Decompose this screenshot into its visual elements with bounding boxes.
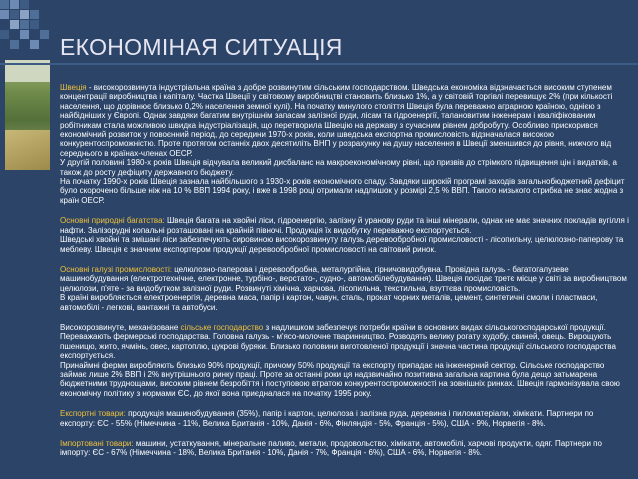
spacer	[60, 428, 630, 439]
spacer	[60, 254, 630, 265]
exports-text: продукція машинобудування (35%), папір і картон, целюлоза і залізна руда, деревина і пиломатеріали, хімікати. Партнери по експорту: ЄС - 55% (Німеччина - 11%, Велика Британія - 10%, Данія - 6%, Фінляндія - 5%, Франція - 5%), США - 9%, Норвегія - 8%.	[60, 409, 594, 428]
resources-text: Швеція багата на хвойні ліси, гідроенергію, залізну й уранову руди та інші мінерали, однак не має значних покладів вугілля і нафти. Залізорудні копальні розташовані на крайній півночі. Продукція їх видобутку переважно експортується.	[60, 216, 629, 235]
spacer	[60, 205, 630, 216]
resources-paragraph	[60, 216, 630, 235]
industry-lead: Основні галузі промисловості:	[60, 264, 172, 274]
intro-text: - високорозвинута індустріальна країна з добре розвинутим сільським господарством. Шведська економіка відзначається високим ступенем концентрації виробництва і капіталу. Частка Швеції у світовому виробництві становить близько 1%, а у світовій торгівлі перевищує 2% (при кількості населення, що дорівнює близько 0,2% населення земної кулі). На початку минулого століття Швеція була переважно аграрною країною, однією з найбідніших у Європі. Однак завдяки багатим внутрішнім запасам залізної руди, лісам та гідроенергії, талановитим інженерам і кваліфікованим робітникам стала можливою швидка індустріалізація, що перетворила Швецію на державу з сучасним рівнем добробуту. Особливо прискорився економічний розвиток у повоєнний період, до середини 1970-х років, коли шведська експортна промисловість відзначалася високою конкурентоспроможністю. Проте протягом останніх двох десятиліть ВНП у розрахунку на душу населення в Швеції зменшився до рівня, нижчого від середнього в країнах-членах ОЕСР.	[60, 83, 613, 158]
slide-title: ЕКОНОМІНАЯ СИТУАЦІЯ	[60, 34, 343, 60]
industry-text: целюлозно-паперова і деревообробна, металургійна, гірничовидобувна. Провідна галузь - багатогалузеве машинобудування (електротехнічне, електронне, турбіно-, верстато-, судно-, автомобілебудування). Швеція посідає третє місце у світі за виробництвом целюлози, п'яте - за видобутком залізної руди. Розвинуті хімічна, харчова, лісопильна, текстильна, взуттєва промисловість.	[60, 264, 627, 293]
agriculture-paragraph	[60, 323, 630, 361]
agriculture-text: з надлишком забезпечує потреби країни в основних видах сільськогосподарської продукції. Переважають фермерські господарства. Головна галузь - м'ясо-молочне тваринництво. Розводять велику рогату худобу, свиней, овець. Вирощують пшеницю, жито, ячмінь, овес, картоплю, цукрові буряки. Близько половини виготовленої продукції і значна частина продукції сільського господарства експортується.	[60, 322, 616, 361]
exports-lead: Експортні товари:	[60, 409, 126, 419]
industry-paragraph-2: В країні виробляється електроенергія, деревна маса, папір і картон, чавун, сталь, прокат чорних металів, цемент, синтетичні смоли і пластмаси, автомобілі - легкові, вантажні та автобуси.	[60, 293, 598, 312]
intro-lead: Швеція	[60, 83, 87, 92]
agriculture-pre: Високорозвинуте, механізоване	[60, 322, 181, 332]
intro-paragraph-2: У другій половині 1980-х років Швеція відчувала великий дисбаланс на макроекономічному рівні, що призвів до стрімкого підвищення цін і видатків, а також до росту дефіциту державного бюджету.	[60, 158, 617, 177]
imports-lead: Імпортовані товари:	[60, 439, 134, 448]
photo-field	[5, 130, 50, 170]
imports-paragraph	[60, 439, 630, 458]
resources-paragraph-2: Шведські хвойні та змішані ліси забезпечують сировиною високорозвинуту галузь деревообробної промисловості - лісопильну, целюлозно-паперову та меблеву. Швеція є значним експортером продукції деревообробної промисловості на світовий ринок.	[60, 235, 624, 254]
decorative-squares	[0, 0, 60, 60]
industry-paragraph	[60, 265, 630, 293]
agriculture-paragraph-2: Принаймні ферми виробляють близько 90% продукції, причому 50% продукції та експорту припадає на інженерний сектор. Сільське господарство займає лише 2% ВВП і 2% внутрішнього ринку праці. Проте за останні роки ця надзвичайно позитивна загальна картина була дещо затьмарена бюджетними труднощами, високим рівнем безробіття і поступовою втратою конкурентоспроможності на зовнішніх ринках. Швеція гармонізувала свою економічну політику з нормами ЄС, до якої вона приєдналася на початку 1995 року.	[60, 360, 620, 398]
intro-paragraph-3: На початку 1990-х років Швеція зазнала найбільшого з 1930-х років економічного спаду. Завдяки широкій програмі заходів загальнобюджетний дефіцит було скорочено більше ніж на 10 % ВВП 1994 року, і вже в 1998 році отримали надлишок у розмірі 2,5 % ВВП. Такого низького стрибка не знає жодна з країн ОЕСР.	[60, 177, 625, 205]
resources-lead: Основні природні багатства:	[60, 216, 165, 226]
title-underline	[0, 63, 638, 65]
slide-body	[60, 83, 630, 458]
agriculture-highlight: сільське господарство	[180, 322, 264, 332]
imports-text: машини, устаткування, мінеральне паливо, метали, продовольство, хімікати, автомобілі, харчові продукти, одяг. Партнери по імпорту: ЄС - 67% (Німеччина - 18%, Велика Британія - 10%, Данія - 7%, Франція - 6%), США - 6%, Норвегія - 8%.	[60, 439, 602, 458]
landscape-photo	[5, 60, 50, 170]
spacer	[60, 312, 630, 323]
intro-paragraph	[60, 83, 630, 158]
spacer	[60, 398, 630, 409]
exports-paragraph	[60, 409, 630, 428]
